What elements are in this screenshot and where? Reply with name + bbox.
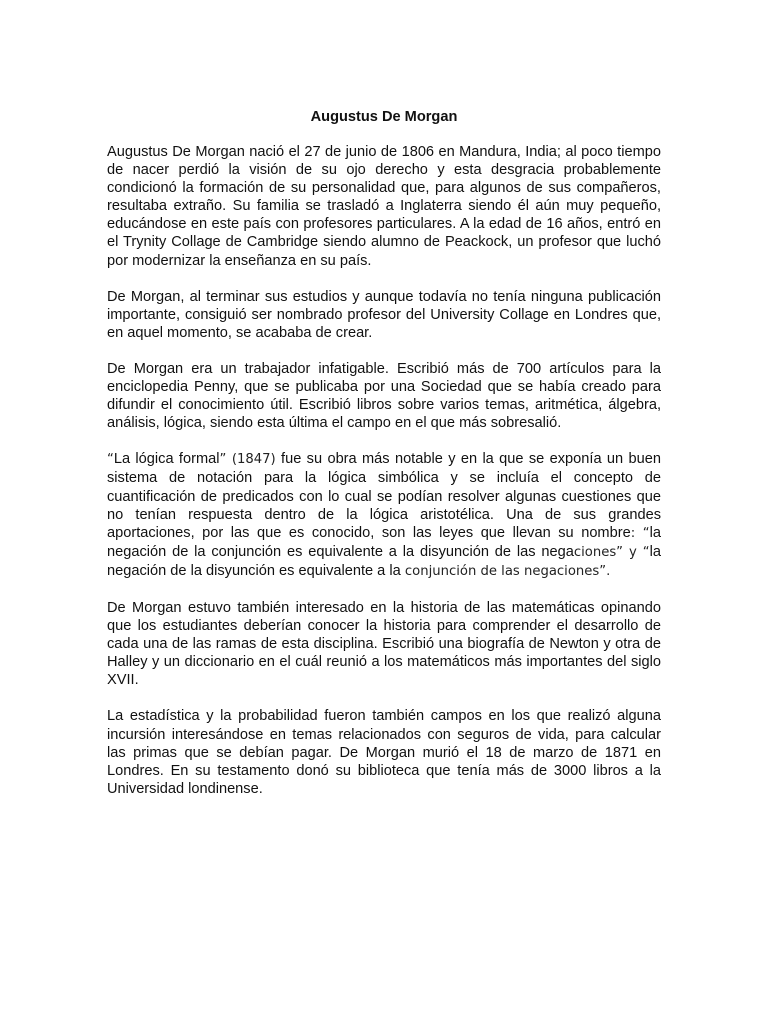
book-title: La lógica formal: [113, 451, 220, 468]
law-2-end: conjunción de las negaciones”.: [400, 563, 611, 579]
paragraph-professorship: De Morgan, al terminar sus estudios y aunque todavía no tenía ninguna publicación importante, consiguió ser nombrado profesor del University Collage en Londres que, en aquel momento, se acababa de crear.: [107, 288, 661, 341]
paragraph-history: De Morgan estuvo también interesado en la historia de las matemáticas opinando que los estudiantes deberían conocer la historia para comprender el desarrollo de cada una de las ramas de esta disciplina. Escribió una biografía de Newton y otra de Halley y un diccionario en el cuál reunió a los matemáticos más importantes del siglo XVII.: [107, 599, 661, 689]
law-2-start: la negación de la disyunción es equivalente a la: [107, 543, 661, 579]
paragraph-statistics: La estadística y la probabilidad fueron también campos en los que realizó alguna incursión interesándose en temas relacionados con seguros de vida, para calcular las primas que se debían pagar. De Morgan murió el 18 de marzo de 1871 en Londres. En su testamento donó su biblioteca que tenía más de 3000 libros a la Universidad londinense.: [107, 708, 661, 797]
law-1-end: ciones” y “: [573, 544, 650, 560]
paragraph-formal-logic: [107, 450, 661, 581]
logic-text: fue su obra más notable y en la que se exponía un buen sistema de notación para la lógica simbólica y se incluía el concepto de cuantificación de predicados con lo cual se podían resolver algunas cuestiones que no tenían respuesta dentro de la lógica aristotélica. Una de sus grandes aportaciones, por las que es conocido, son las leyes que llevan su nombre: [107, 451, 661, 541]
document-title: Augustus De Morgan: [310, 109, 458, 125]
document-body: [107, 143, 661, 798]
colon-quote: : “: [630, 525, 650, 541]
paragraph-works: De Morgan era un trabajador infatigable. Escribió más de 700 artículos para la enciclopedia Penny, que se publicaba por una Sociedad que se había creado para difundir el conocimiento útil. Escribió libros sobre varios temas, aritmética, álgebra, análisis, lógica, siendo esta última el campo en el que más sobresalió.: [107, 360, 661, 432]
law-1-start: la negación de la conjunción es equivalente a la disyunción de las nega: [107, 524, 661, 560]
close-quote-year: ” (1847): [219, 452, 276, 468]
paragraph-biography: Augustus De Morgan nació el 27 de junio de 1806 en Mandura, India; al poco tiempo de nacer perdió la visión de su ojo derecho y esta desgracia probablemente condicionó la formación de su personalidad que, para algunos de sus compañeros, resultaba extraño. Su familia se trasladó a Inglaterra siendo él aún muy pequeño, educándose en este país con profesores particulares. A la edad de 16 años, entró en el Trynity Collage de Cambridge siendo alumno de Peackock, un profesor que luchó por modernizar la enseñanza en su país.: [107, 144, 661, 269]
open-quote: “: [107, 452, 114, 468]
